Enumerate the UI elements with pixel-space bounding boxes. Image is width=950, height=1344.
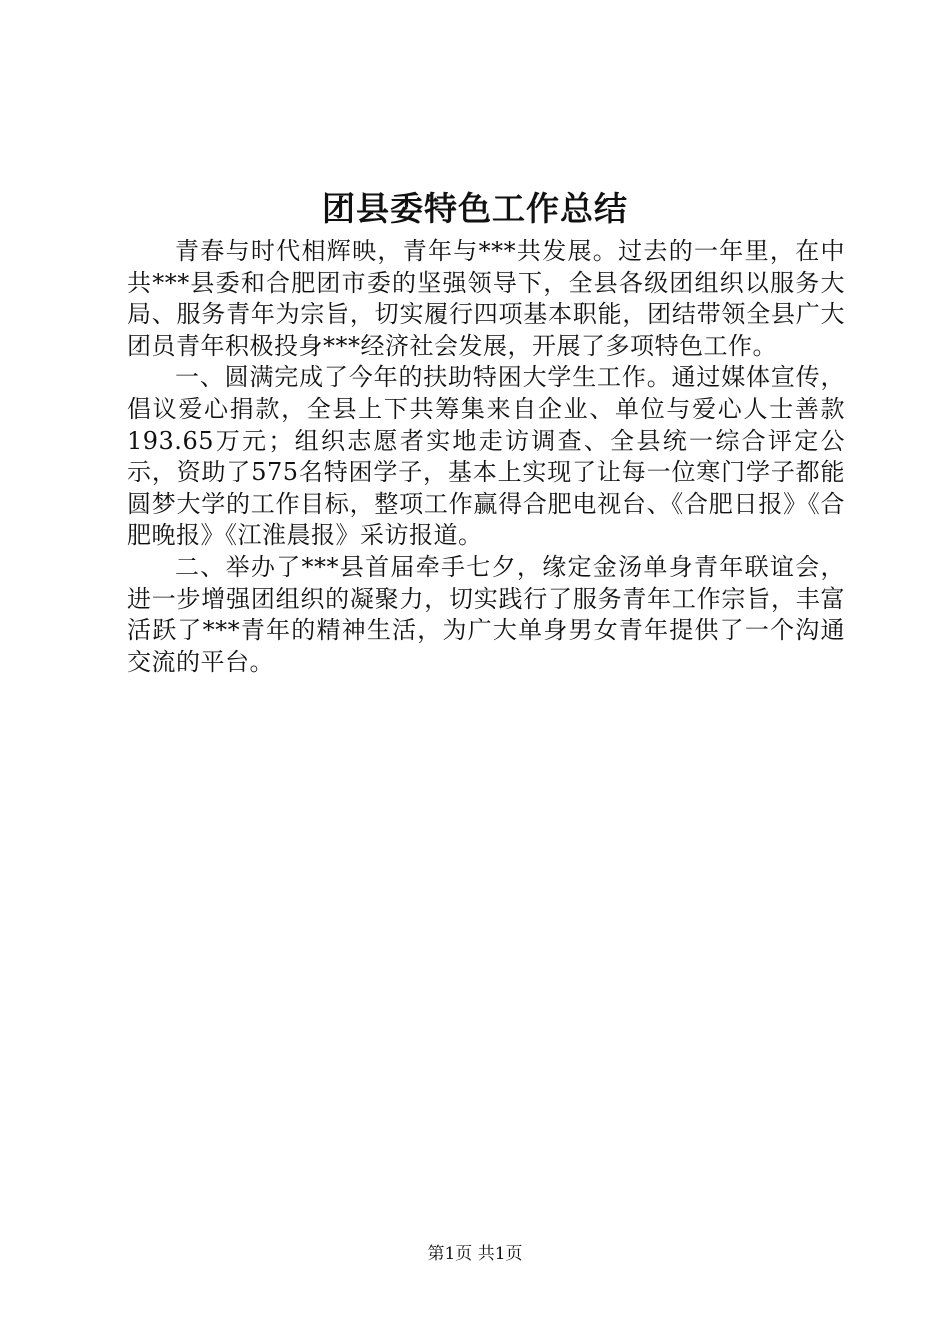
document-body [127, 236, 845, 678]
paragraph-intro: 青春与时代相辉映，青年与***共发展。过去的一年里，在中共***县委和合肥团市委的坚强领导下，全县各级团组织以服务大局、服务青年为宗旨，切实履行四项基本职能，团结带领全县广大团员青年积极投身***经济社会发展，开展了多项特色工作。 [127, 237, 845, 360]
paragraph-section-1: 一、圆满完成了今年的扶助特困大学生工作。通过媒体宣传，倡议爱心捐款，全县上下共筹集来自企业、单位与爱心人士善款193.65万元；组织志愿者实地走访调查、全县统一综合评定公示，资助了575名特困学子，基本上实现了让每一位寒门学子都能圆梦大学的工作目标，整项工作赢得合肥电视台、《合肥日报》《合肥晚报》《江淮晨报》采访报道。 [127, 363, 845, 550]
document-title: 团县委特色工作总结 [322, 189, 628, 228]
page-number-footer: 第1页 共1页 [427, 1244, 523, 1264]
paragraph-section-2: 二、举办了***县首届牵手七夕，缘定金汤单身青年联谊会，进一步增强团组织的凝聚力，切实践行了服务青年工作宗旨，丰富活跃了***青年的精神生活，为广大单身男女青年提供了一个沟通交流的平台。 [127, 552, 845, 676]
